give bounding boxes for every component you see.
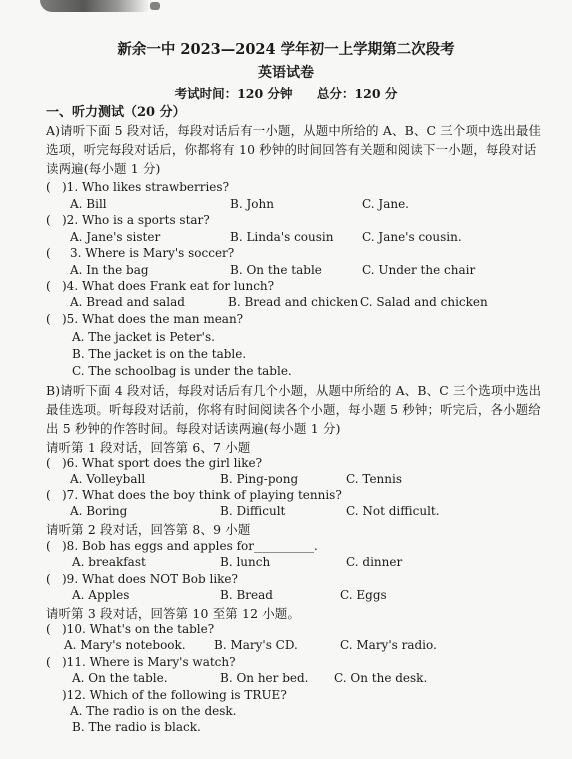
option-a: A. On the table. [72,671,168,685]
option-a: A. Jane's sister [70,230,161,244]
instruction-line: A)请听下面 5 段对话，每段对话后有一小题，从题中所给的 A、B、C 三个项中选出最佳 [46,123,542,138]
answer-blank[interactable]: ( [46,539,51,553]
answer-blank[interactable]: ( [46,180,51,194]
option-b: B. On the table [230,263,322,277]
question-6 [46,456,262,470]
answer-blank[interactable]: ( [46,279,51,293]
option-a: A. In the bag [70,263,149,277]
scan-blot [40,0,150,12]
option-a: A. Volleyball [70,472,146,486]
question-text: )10. What's on the table? [62,622,215,636]
instruction-line: 读两遍(每小题 1 分) [46,161,161,176]
dialog-instruction: 请听第 1 段对话，回答第 6、7 小题 [46,440,251,455]
question-text: 3. Where is Mary's soccer? [70,246,235,260]
option-a: A. Boring [70,504,128,518]
question-text: )4. What does Frank eat for lunch? [62,279,275,293]
option-b: B. Ping-pong [220,472,299,486]
question-7 [46,488,342,502]
question-10 [46,622,214,636]
time-label: 考试时间：120 分钟 [174,86,293,101]
instruction-line: B)请听下面 4 段对话，每段对话后有几个小题，从题中所给的 A、B、C 三个选项中选出 [46,383,542,398]
answer-blank[interactable]: ( [46,456,51,470]
option-a: A. Bread and salad [70,295,185,309]
option-c: C. Under the chair [362,263,476,277]
option-c: C. Tennis [346,472,403,486]
exam-subtitle: 英语试卷 [258,65,314,81]
question-text: )7. What does the boy think of playing tennis? [62,488,342,502]
option-b: B. The radio is black. [72,720,201,734]
question-text: )11. Where is Mary's watch? [62,655,236,669]
option-b: B. Bread [220,588,273,602]
option-b: B. The jacket is on the table. [72,347,247,361]
option-a: A. Mary's notebook. [64,638,186,652]
question-text: )2. Who is a sports star? [62,213,210,227]
question-text: )6. What sport does the girl like? [62,456,263,470]
answer-blank[interactable]: ( [46,655,51,669]
option-b: B. John [230,197,274,211]
exam-info [0,84,572,102]
answer-blank[interactable]: ( [46,622,51,636]
instruction-line: 最佳选项。听每段对话前，你将有时间阅读各个小题，每小题 5 秒钟；听完后，各小题给 [46,402,541,417]
option-c: C. dinner [346,555,403,569]
section-heading: 一、听力测试（20 分） [46,105,186,120]
option-a: A. The jacket is Peter's. [72,330,215,344]
option-b: B. Mary's CD. [214,638,298,652]
question-5 [46,312,243,326]
option-b: B. lunch [220,555,271,569]
question-1 [46,180,229,194]
option-c: C. On the desk. [334,671,428,685]
option-b: B. Bread and chicken [228,295,359,309]
option-c: C. Jane's cousin. [362,230,462,244]
question-text: )5. What does the man mean? [62,312,244,326]
option-c: C. Jane. [362,197,409,211]
answer-blank[interactable]: ( [46,246,51,260]
question-text: )9. What does NOT Bob like? [62,572,238,586]
option-b: B. Difficult [220,504,286,518]
question-8 [46,539,318,553]
option-a: A. Apples [72,588,130,602]
option-c: C. The schoolbag is under the table. [72,364,292,378]
option-a: A. breakfast [72,555,146,569]
score-label: 总分：120 分 [316,86,398,101]
scan-blot [150,2,160,10]
option-a: A. Bill [70,197,107,211]
question-text: )8. Bob has eggs and apples for__________. [62,539,318,553]
question-text: )12. Which of the following is TRUE? [62,688,287,702]
exam-title: 新余一中 2023—2024 学年初一上学期第二次段考 [117,41,455,58]
option-c: C. Not difficult. [346,504,440,518]
answer-blank[interactable]: ( [46,213,51,227]
option-b: B. Linda's cousin [230,230,334,244]
dialog-instruction: 请听第 3 段对话，回答第 10 至第 12 小题。 [46,606,301,621]
option-c: C. Mary's radio. [340,638,437,652]
question-9 [46,572,238,586]
answer-blank[interactable]: ( [46,572,51,586]
question-11 [46,655,236,669]
answer-blank[interactable]: ( [46,488,51,502]
instruction-line: 选项，听完每段对话后，你都将有 10 秒钟的时间回答有关题和阅读下一小题，每段对话 [46,142,537,157]
option-a: A. The radio is on the desk. [70,704,237,718]
question-12 [46,688,287,702]
dialog-instruction: 请听第 2 段对话，回答第 8、9 小题 [46,522,251,537]
answer-blank[interactable]: ( [46,312,51,326]
instruction-line: 出 5 秒钟的作答时间。每段对话读两遍(每小题 1 分) [46,421,341,436]
option-b: B. On her bed. [220,671,309,685]
question-2 [46,213,210,227]
option-c: C. Eggs [340,588,387,602]
question-3 [46,246,234,260]
question-4 [46,279,274,293]
question-text: )1. Who likes strawberries? [62,180,229,194]
option-c: C. Salad and chicken [360,295,488,309]
